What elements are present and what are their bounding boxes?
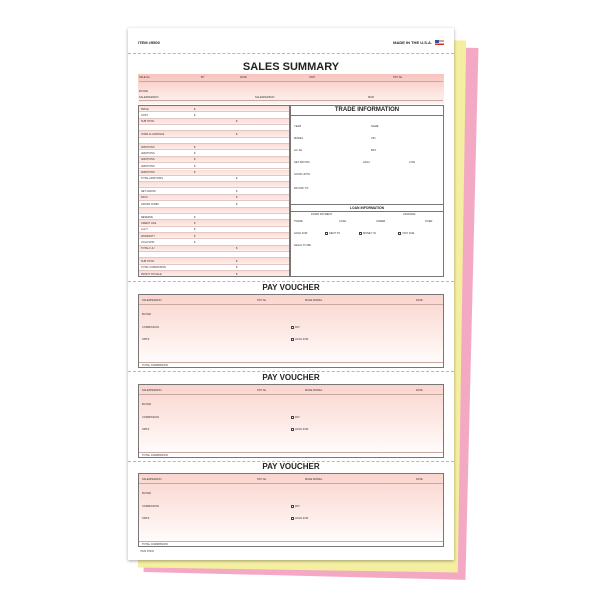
sent-to-label: SENT TO [329,231,341,235]
ledger-row [139,239,289,245]
ledger-row-label: PACK [141,196,148,200]
over-label: OVER [425,220,433,223]
good-until-label: GOOD UNTIL [294,173,311,176]
hold-for-option[interactable] [291,338,308,341]
ledger-row-label: ADDITIONS [141,145,155,149]
ledger-row [139,201,289,207]
commission-label: COMMISSION [142,416,160,419]
salesperson-label: SALESPERSON [139,96,159,99]
pay-checkbox[interactable] [291,505,294,508]
salesperson-label: SALESPERSON [142,299,162,302]
buyer-label: BUYER [139,90,148,93]
white-form-sheet [128,28,454,560]
money-in-label: MONEY IN [363,231,376,235]
ledger-row-label: GROSS COMM. [141,202,160,206]
legal-to-be-label: LEGAL TO BE: [294,244,312,247]
vin-label: VIN [371,137,376,140]
spiff-label: SPIFF [142,338,150,341]
rule [139,483,443,484]
perforation-line [128,371,454,372]
ledger-row [139,258,289,264]
ledger-dollar-sign: $ [194,240,196,244]
buyer-label: BUYER [142,403,151,406]
ledger-row [139,144,289,150]
total-commission-label: TOTAL COMMISSION [142,363,168,367]
mgr-label: MGR [368,96,375,99]
stk-no-label: STK No. [257,389,267,392]
ledger-row [139,119,289,125]
ledger-row [139,252,289,258]
rule [291,204,443,205]
form-header [138,40,444,48]
date-label: DATE [416,478,423,481]
ledger-row [139,176,289,182]
pay-label: PAY [295,326,300,330]
ledger-dollar-sign: $ [194,164,196,168]
hold-for-option[interactable] [291,428,308,431]
ledger-row [139,271,289,277]
ledger-row-label: TOTAL ADDITIONS [141,177,163,181]
ledger-row-label: TOTAL COMMISSION [141,266,166,270]
ledger-row [139,227,289,233]
rule [291,115,443,116]
rule [139,81,443,82]
salesperson-label-2: SALESPERSON [255,96,275,99]
ledger-row [139,112,289,118]
us-flag-icon [435,40,444,45]
money-in-option[interactable] [359,232,376,235]
ledger-row [139,106,289,112]
rule [139,452,443,453]
ledger-row-label: NET GROSS [141,190,156,194]
under-label: UNDER [376,220,386,223]
ledger-row [139,182,289,188]
ledger-dollar-sign: $ [194,215,196,219]
down-payment-label: DOWN PAYMENT [311,213,333,216]
ledger-dollar-sign: $ [194,158,196,162]
sent-to-option[interactable] [325,232,340,235]
hold-for-label: HOLD FOR [295,428,309,432]
ledger-row-label: COLLISION [141,240,155,244]
ledger-row-label: CREDIT LIFE [141,221,157,225]
ledger-dollar-sign: $ [194,221,196,225]
ledger-total-dollar-sign: $ [236,177,238,181]
date-label: DATE [240,76,247,79]
ledger-total-dollar-sign: $ [236,120,238,124]
rule [139,541,443,542]
trade-label: TRADE [294,220,303,223]
unit-label: UNIT [309,76,316,79]
high-label: HIGH [363,161,370,164]
ledger-row-label: PRICE [141,107,149,111]
i-pay-due-option[interactable] [398,232,414,235]
ledger-row [139,208,289,214]
commission-label: COMMISSION [142,326,160,329]
pay-voucher-box [138,384,444,458]
by-label: BY [201,76,205,79]
sale-no-label: SALE No. [139,76,151,79]
ledger-row-label: A & H [141,228,148,232]
pay-label: PAY [295,416,300,420]
spiff-label: SPIFF [142,428,150,431]
ledger-row-label: RESERVE [141,215,153,219]
ledger-box [138,105,290,277]
model-label: MODEL [294,137,304,140]
made-in-usa-label: MADE IN THE U.S.A. [393,40,432,45]
ledger-row [139,131,289,137]
pay-checkbox[interactable] [291,326,294,329]
payoff-to-label: PAYOFF TO: [294,187,309,190]
ledger-total-dollar-sign: $ [236,247,238,251]
salesperson-label: SALESPERSON [142,389,162,392]
trade-loan-box [290,105,444,277]
date-label: DATE [416,299,423,302]
date-label: DATE [416,389,423,392]
loan-information-title: LOAN INFORMATION [349,206,385,210]
ledger-total-dollar-sign: $ [236,259,238,263]
hold-for-label: HOLD FOR [295,517,309,521]
ledger-row-label: ADDITIONS [141,152,155,156]
hold-for-option[interactable] [291,517,308,520]
pay-voucher-title: PAY VOUCHER [262,283,320,292]
money-in-checkbox[interactable] [359,232,362,235]
ledger-total-dollar-sign: $ [236,190,238,194]
i-pay-due-label: I PAY DUE [402,231,415,235]
stk-no-label: STK No. [393,76,403,79]
ledger-dollar-sign: $ [194,152,196,156]
rule [139,394,443,395]
hold-for-label: HOLD FOR [295,338,309,342]
i-pay-due-checkbox[interactable] [398,232,401,235]
name-label: NAME [371,125,379,128]
ledger-row [139,163,289,169]
hold-for-checkbox[interactable] [291,517,294,520]
pay-option[interactable] [291,326,300,329]
summary-info-band [138,74,444,104]
total-commission-label: TOTAL COMMISSION [142,542,168,546]
hold-for-checkbox[interactable] [291,428,294,431]
low-label: LOW [409,161,415,164]
stk-no-label: STK No. [257,478,267,481]
ledger-row [139,195,289,201]
salesperson-label: SALESPERSON [142,478,162,481]
ledger-row [139,125,289,131]
ledger-dollar-sign: $ [194,107,196,111]
ledger-row-label: TOTAL F & I [141,247,155,251]
ledger-row-label: SUB TOTAL [141,259,155,263]
ledger-row [139,157,289,163]
commission-label: COMMISSION [142,505,160,508]
ledger-total-dollar-sign: $ [236,202,238,206]
spiff-label: SPIFF [142,517,150,520]
rule [139,304,443,305]
hold-for-label: HOLD FOR [294,232,308,235]
ledger-row [139,170,289,176]
sent-to-checkbox[interactable] [325,232,328,235]
rule [139,362,443,363]
pay-option[interactable] [291,416,300,419]
ledger-row-label: ADDITIONS [141,158,155,162]
pay-voucher-box [138,294,444,368]
make-model-label: MAKE MODEL [305,299,323,302]
rule [139,100,443,101]
ledger-row [139,214,289,220]
pay-option[interactable] [291,505,300,508]
ledger-dollar-sign: $ [194,234,196,238]
ledger-row-label: COST [141,113,148,117]
ledger-row [139,189,289,195]
pay-voucher-box [138,473,444,547]
item-number: ITEM #5500 [138,40,160,45]
ledger-dollar-sign: $ [194,145,196,149]
cash-label: CASH [339,220,347,223]
perforation-line [128,281,454,282]
hold-for-checkbox[interactable] [291,338,294,341]
total-commission-label: TOTAL COMMISSION [142,453,168,457]
pay-voucher-title: PAY VOUCHER [262,373,320,382]
pay-label: PAY [295,505,300,509]
trade-information-title: TRADE INFORMATION [334,107,400,113]
ledger-total-dollar-sign: $ [236,132,238,136]
buyer-label: BUYER [142,313,151,316]
ledger-row [139,246,289,252]
ledger-row-label: SUB TOTAL [141,120,155,124]
bdy-label: BDY [371,149,377,152]
ledger-row-label: WARRANTY [141,234,156,238]
net-payoff-label: NET PAYOFF [294,161,310,164]
stk-no-label: STK No. [257,299,267,302]
ledger-row-label: OVER ALLOWANCE [141,132,165,136]
advance-label: ADVANCE [403,213,416,216]
ledger-dollar-sign: $ [194,228,196,232]
ledger-total-dollar-sign: $ [236,272,238,276]
perforation-line [128,53,454,54]
ledger-row [139,265,289,271]
ledger-dollar-sign: $ [194,113,196,117]
year-label: YEAR [294,125,302,128]
buyer-label: BUYER [142,492,151,495]
footer-item-code: ITEM #5500 [140,550,155,553]
ledger-dollar-sign: $ [194,171,196,175]
make-model-label: MAKE MODEL [305,478,323,481]
rule [291,211,443,212]
ledger-total-dollar-sign: $ [236,196,238,200]
ledger-row [139,150,289,156]
pay-checkbox[interactable] [291,416,294,419]
lic-no-label: LIC No. [294,149,303,152]
ledger-row-label: ADDITIONS [141,164,155,168]
ledger-row-label: ADDITIONS [141,171,155,175]
make-model-label: MAKE MODEL [305,389,323,392]
ledger-row-label: PROFIT ON SALE [141,272,162,276]
sales-summary-title: SALES SUMMARY [242,61,340,73]
ledger-row [139,138,289,144]
ledger-row [139,220,289,226]
ledger-row [139,233,289,239]
ledger-total-dollar-sign: $ [236,266,238,270]
pay-voucher-title: PAY VOUCHER [262,462,320,471]
